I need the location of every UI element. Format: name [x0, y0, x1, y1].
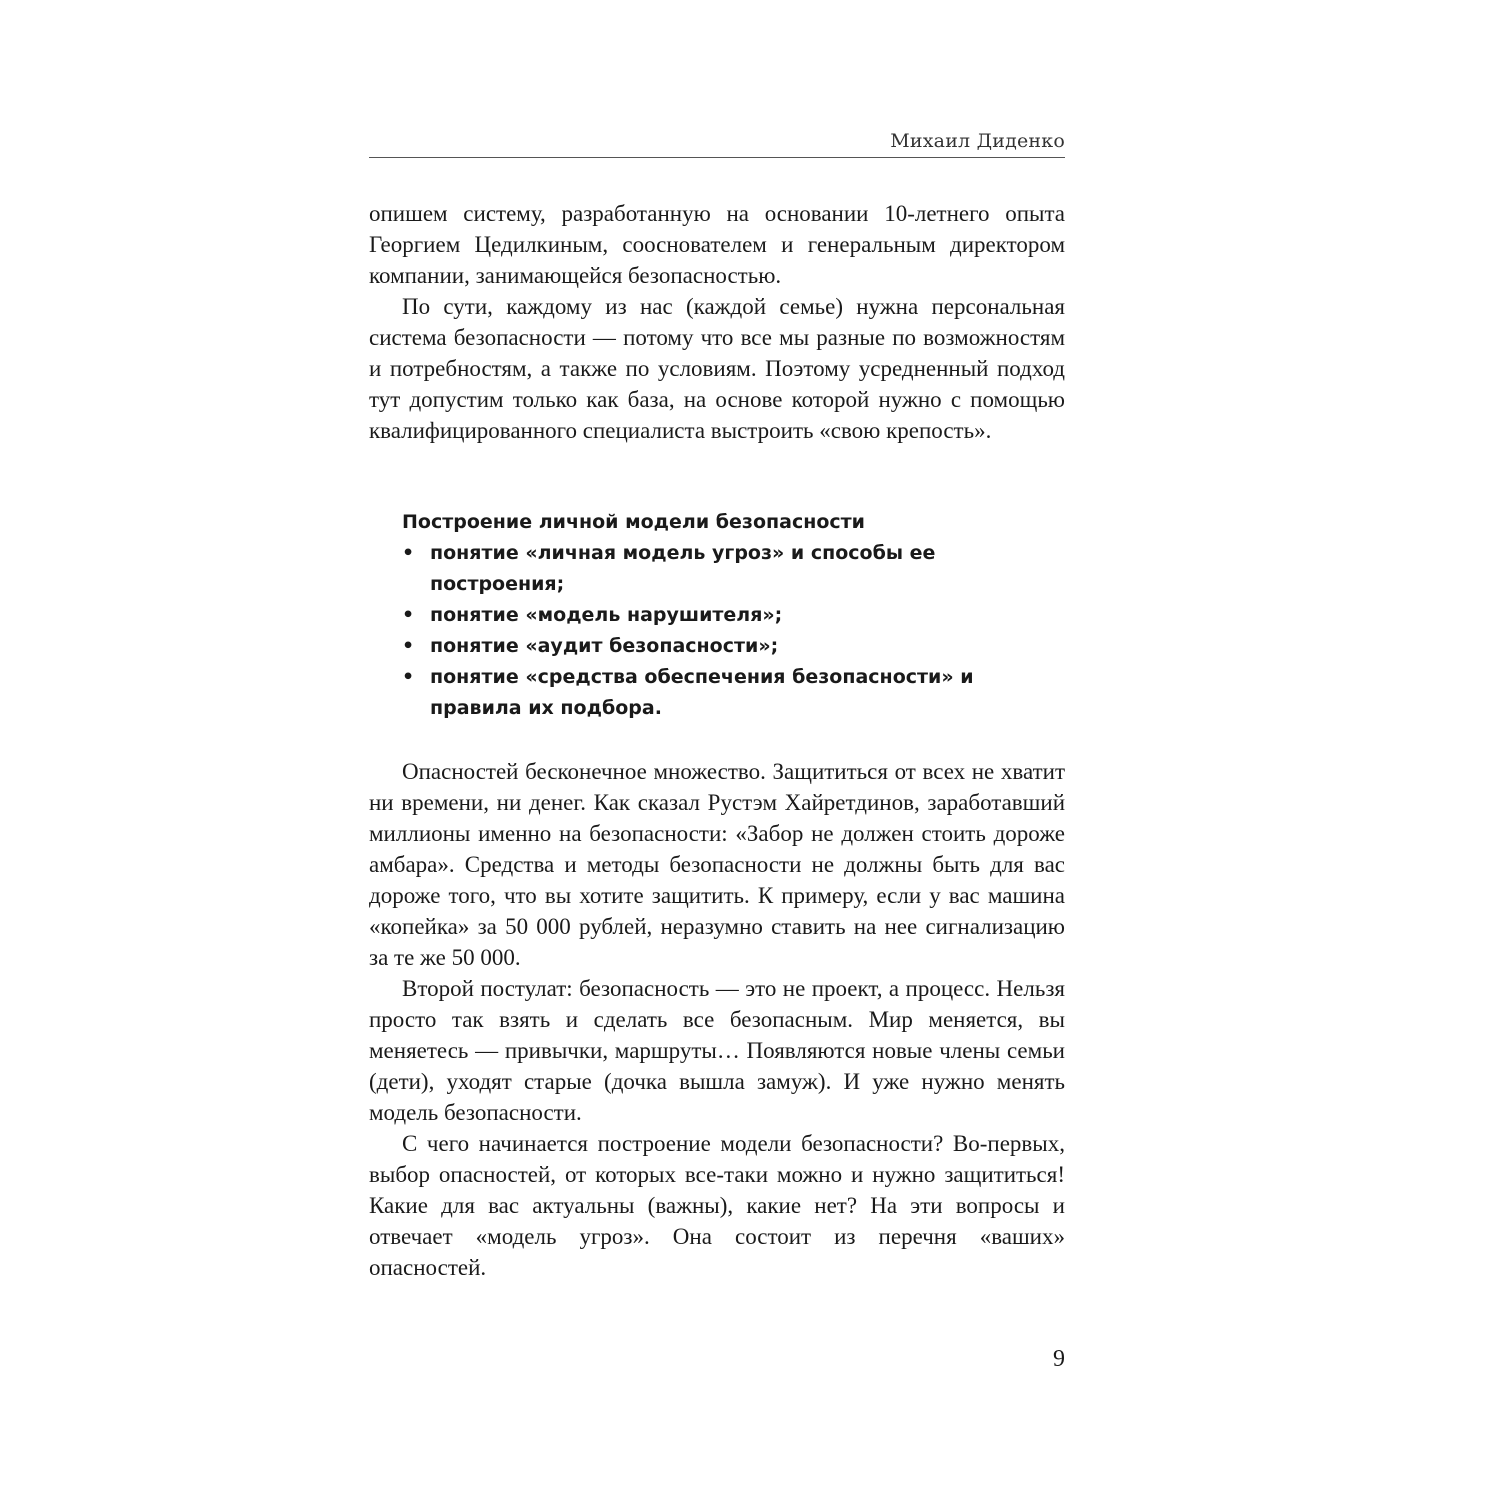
outline-item-text: понятие «личная модель угроз» и способы ее построения; — [430, 542, 936, 595]
paragraph: Опасностей бесконечное множество. Защититься от всех не хватит ни времени, ни денег. Как сказал Рустэм Хайретдинов, заработавший миллионы именно на безопасности: «Забор не должен стоить дороже амбара». Средства и методы безопасности не должны быть для вас дороже того, что вы хотите защитить. К примеру, если у вас машина «копейка» за 50 000 рублей, неразумно ставить на нее сигнализацию за те же 50 000. — [369, 759, 1065, 970]
paragraph: С чего начинается построение модели безопасности? Во-первых, выбор опасностей, от которых все-таки можно и нужно защититься! Какие для вас актуальны (важны), какие нет? На эти вопросы и отвечает «модель угроз». Она состоит из перечня «ваших» опасностей. — [369, 1131, 1065, 1280]
outline-item-text: понятие «аудит безопасности»; — [430, 635, 779, 657]
book-page — [369, 0, 1065, 1500]
body-text-bottom — [369, 756, 1065, 1283]
running-head-author: Михаил Диденко — [890, 130, 1065, 152]
outline-list — [402, 538, 1042, 724]
outline-item — [402, 538, 1042, 600]
header-rule — [369, 157, 1065, 158]
outline-item — [402, 662, 1042, 724]
chapter-outline — [402, 507, 1042, 724]
outline-item-text: понятие «модель нарушителя»; — [430, 604, 783, 626]
page-number: 9 — [1053, 1346, 1065, 1372]
outline-item-text: понятие «средства обеспечения безопасности» и правила их подбора. — [430, 666, 974, 719]
bullet-icon: • — [402, 542, 415, 564]
outline-item — [402, 631, 1042, 662]
bullet-icon: • — [402, 635, 415, 657]
bullet-icon: • — [402, 604, 415, 626]
paragraph: По сути, каждому из нас (каждой семье) нужна персональная система безопасности — потому что все мы разные по возможностям и потребностям, а также по условиям. Поэтому усредненный подход тут допустим только как база, на основе которой нужно с помощью квалифицированного специалиста выстроить «свою крепость». — [369, 294, 1065, 443]
paragraph: опишем систему, разработанную на основании 10-летнего опыта Георгием Цедилкиным, сооснователем и генеральным директором компании, занимающейся безопасностью. — [369, 201, 1065, 288]
body-text-top — [369, 198, 1065, 446]
paragraph: Второй постулат: безопасность — это не проект, а процесс. Нельзя просто так взять и сделать все безопасным. Мир меняется, вы меняетесь — привычки, маршруты… Появляются новые члены семьи (дети), уходят старые (дочка вышла замуж). И уже нужно менять модель безопасности. — [369, 976, 1065, 1125]
bullet-icon: • — [402, 666, 415, 688]
outline-title: Построение личной модели безопасности — [402, 511, 865, 533]
outline-item — [402, 600, 1042, 631]
